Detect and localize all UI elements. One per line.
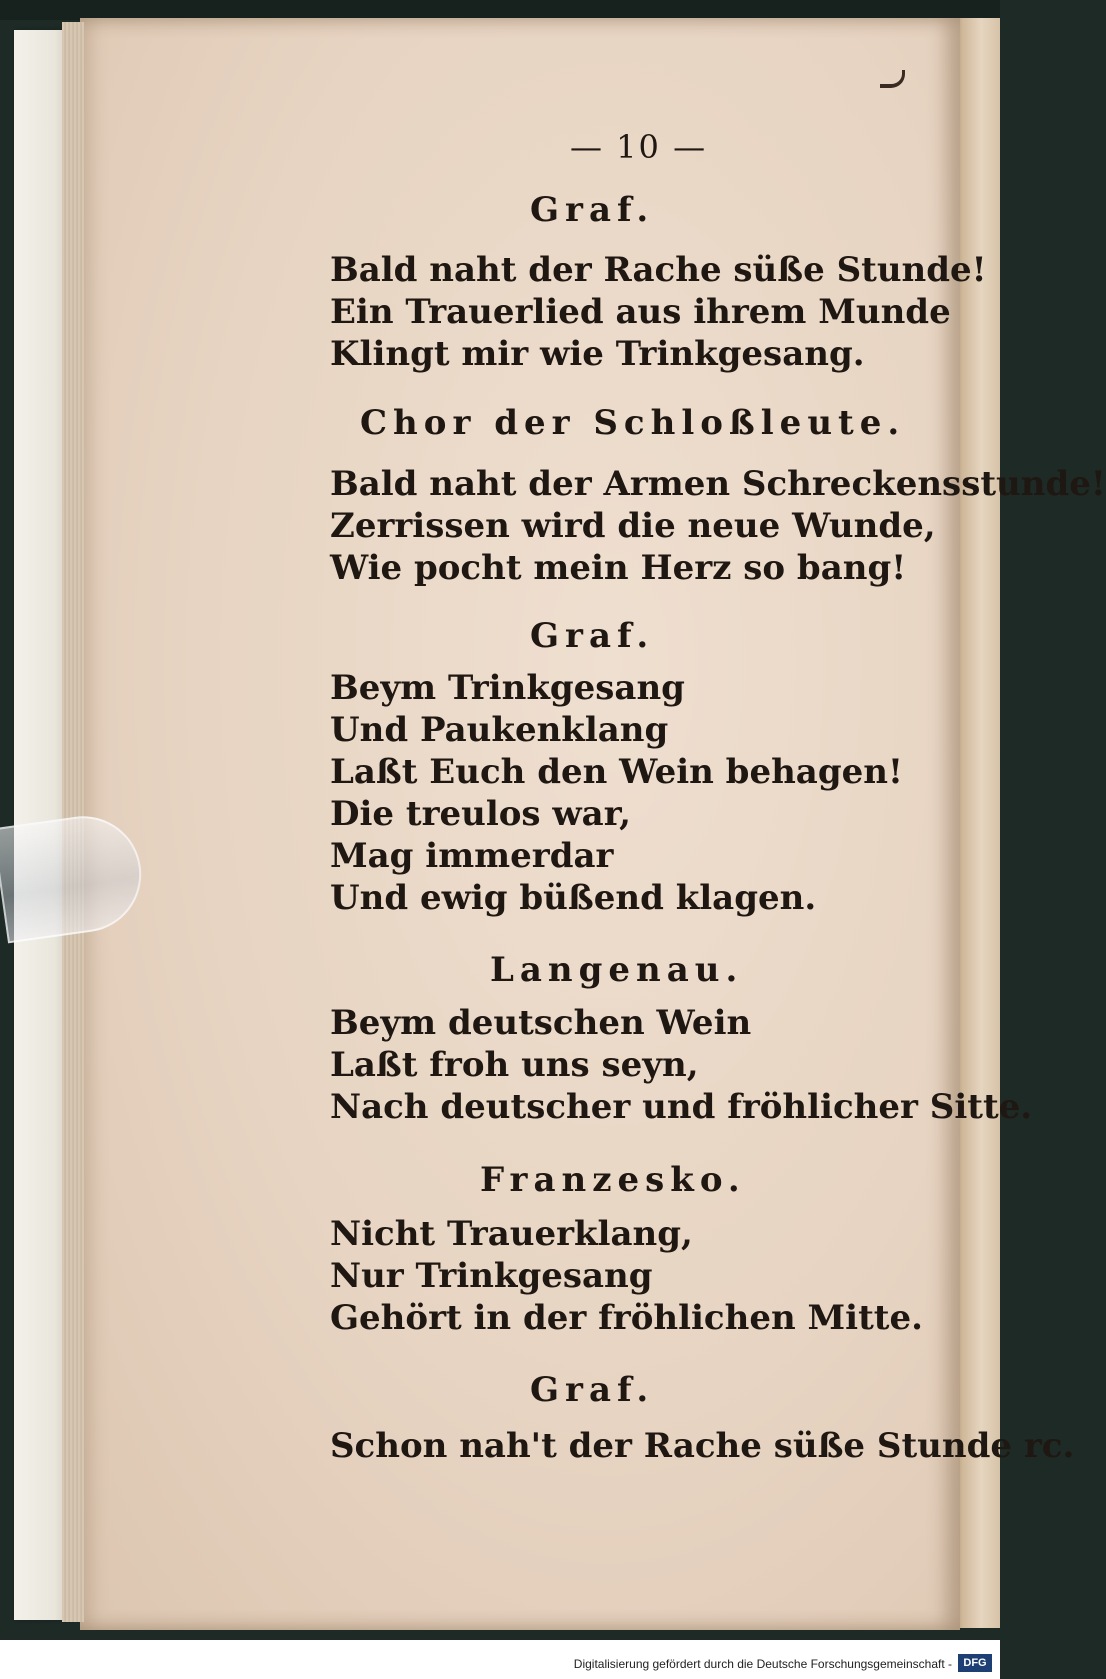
verse-line: Beym Trinkgesang xyxy=(330,668,685,708)
speaker-heading: Langenau. xyxy=(490,950,744,990)
verse-line: Wie pocht mein Herz so bang! xyxy=(330,548,907,588)
verse-line: Bald naht der Rache süße Stunde! xyxy=(330,250,987,290)
verse-line: Beym deutschen Wein xyxy=(330,1003,752,1043)
verse-line: Nicht Trauerklang, xyxy=(330,1214,693,1254)
verse-line: Ein Trauerlied aus ihrem Munde xyxy=(330,292,951,332)
verse-line: Bald naht der Armen Schreckensstunde! xyxy=(330,464,1106,504)
verse-line: Klingt mir wie Trinkgesang. xyxy=(330,334,865,374)
verse-line: Laßt froh uns seyn, xyxy=(330,1045,699,1085)
speaker-heading: Graf. xyxy=(530,1370,655,1410)
verse-line: Nur Trinkgesang xyxy=(330,1256,653,1296)
digitization-credit: Digitalisierung gefördert durch die Deutsche Forschungsgemeinschaft - xyxy=(573,1657,952,1671)
verse-line: Und ewig büßend klagen. xyxy=(330,878,817,918)
ink-mark xyxy=(880,70,905,88)
verse-line: Mag immerdar xyxy=(330,836,614,876)
verse-line: Nach deutscher und fröhlicher Sitte. xyxy=(330,1087,1033,1127)
book-page xyxy=(80,18,1106,1630)
verse-line: Die treulos war, xyxy=(330,794,631,834)
verse-line: Und Paukenklang xyxy=(330,710,669,750)
speaker-heading: Franzesko. xyxy=(480,1160,746,1200)
page-number: — 10 — xyxy=(570,128,708,166)
verse-line: Laßt Euch den Wein behagen! xyxy=(330,752,903,792)
verse-line: Zerrissen wird die neue Wunde, xyxy=(330,506,936,546)
speaker-heading: Graf. xyxy=(530,190,655,230)
speaker-heading: Chor der Schloßleute. xyxy=(360,403,906,443)
verse-line: Schon nah't der Rache süße Stunde rc. xyxy=(330,1426,1075,1466)
verse-line: Gehört in der fröhlichen Mitte. xyxy=(330,1298,923,1338)
speaker-heading: Graf. xyxy=(530,616,655,656)
dfg-logo: DFG xyxy=(958,1654,992,1672)
scan-background-top xyxy=(0,0,1000,20)
